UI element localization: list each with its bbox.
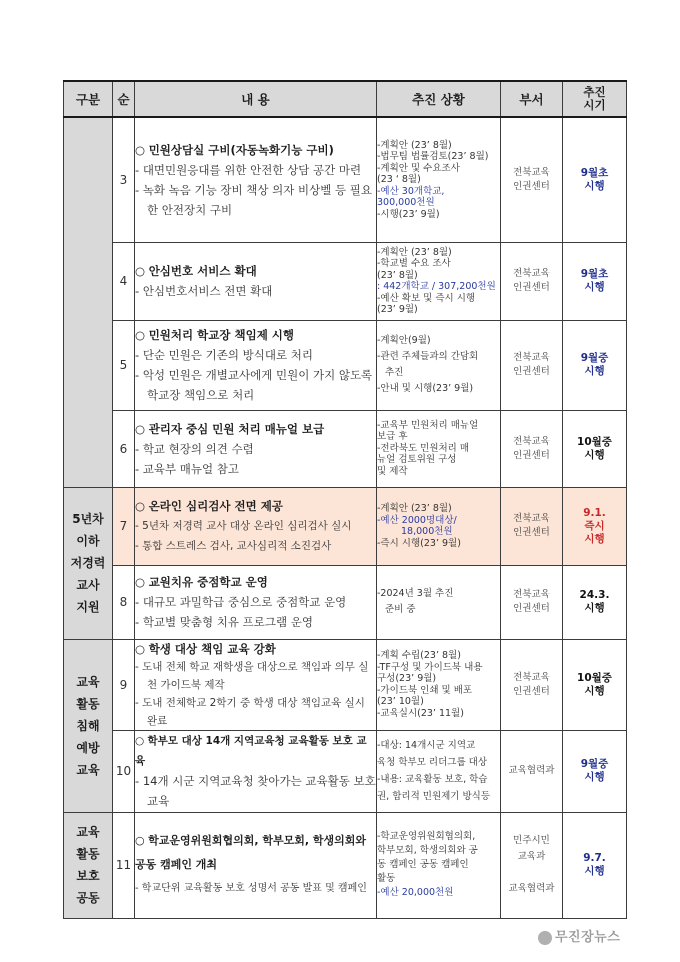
- table-row: [64, 730, 627, 812]
- status-line: -계획안 (23’ 8월): [377, 246, 452, 258]
- header-category: 구분: [64, 81, 113, 117]
- row-dept: 전북교육 인권센터: [501, 487, 563, 565]
- status-line: -대상: 14개시군 지역교: [377, 740, 476, 751]
- plan-table: [63, 80, 627, 919]
- row-sub-item: - 교육부 매뉴얼 참고: [135, 459, 376, 479]
- row-status: [377, 565, 501, 639]
- table-row: [64, 565, 627, 639]
- row-title: ○ 관리자 중심 민원 처리 매뉴얼 보급: [135, 419, 376, 439]
- category-cell: 교육 활동 보호 공동: [64, 812, 113, 918]
- row-number: 4: [113, 242, 135, 320]
- status-line: -내용: 교육활동 보호, 학습: [377, 774, 488, 785]
- status-line: -TF구성 및 가이드북 내용: [377, 661, 483, 673]
- status-line: -전라북도 민원처리 매: [377, 442, 470, 454]
- status-line: -교육부 민원처리 매뉴얼: [377, 419, 479, 431]
- row-timing: 10월중 시행: [563, 639, 627, 730]
- row-dept: 전북교육 인권센터: [501, 242, 563, 320]
- row-sub-item: - 5년차 저경력 교사 대상 온라인 심리검사 실시: [135, 516, 376, 536]
- status-line-budget: -예산 30개학교,: [377, 185, 445, 197]
- row-sub-item: - 대규모 과밀학급 중심으로 중점학교 운영: [135, 592, 376, 612]
- status-line: (23’ 8월): [377, 269, 418, 281]
- table-row: [64, 487, 627, 565]
- row-number: 3: [113, 117, 135, 242]
- status-line-budget: 300,000천원: [377, 197, 435, 208]
- row-dept: 전북교육 인권센터: [501, 117, 563, 242]
- row-sub-item: - 단순 민원은 기존의 방식대로 처리: [135, 345, 376, 365]
- status-line: 준비 중: [385, 604, 416, 615]
- header-content: 내 용: [135, 81, 377, 117]
- table-row: [64, 639, 627, 730]
- status-line-budget: -예산 20,000천원: [377, 887, 454, 898]
- row-sub-item: - 안심번호서비스 전면 확대: [135, 281, 376, 301]
- row-number: 5: [113, 320, 135, 410]
- row-status: [377, 242, 501, 320]
- status-line: 학부모회, 학생의회와 공: [377, 845, 478, 856]
- row-title: ○ 민원처리 학교장 책임제 시행: [135, 325, 376, 345]
- row-dept: 전북교육 인권센터: [501, 410, 563, 487]
- status-line: -법무팀 법률검토(23’ 8월): [377, 151, 489, 162]
- status-line-budget: 18,000천원: [401, 526, 453, 537]
- row-status: [377, 730, 501, 812]
- row-status: [377, 639, 501, 730]
- row-title: ○ 민원상담실 구비(자동녹화기능 구비): [135, 140, 376, 160]
- status-line-budget: : 442개학교 / 307,200천원: [377, 281, 496, 292]
- category-cell-continued: [64, 117, 113, 487]
- status-line: (23 ‘ 8월): [377, 174, 421, 185]
- status-line: 추진: [385, 367, 404, 378]
- status-line-budget: -예산 2000명대상/: [377, 514, 457, 526]
- row-sub-item: - 학교 현장의 의견 수렴: [135, 439, 376, 459]
- row-content: [135, 320, 377, 410]
- status-line: -관련 주체들과의 간담회: [377, 351, 479, 362]
- row-timing: 9월초 시행: [563, 117, 627, 242]
- row-sub-item: - 통합 스트레스 검사, 교사심리적 소진검사: [135, 536, 376, 556]
- status-line: -교육실시(23’ 11월): [377, 707, 464, 719]
- header-num: 순: [113, 81, 135, 117]
- row-number: 9: [113, 639, 135, 730]
- status-line: -안내 및 시행(23’ 9월): [377, 383, 474, 394]
- row-sub-item: - 도내 전체학교 2학기 중 학생 대상 책임교육 실시 완료: [135, 694, 376, 730]
- row-sub-item: - 녹화 녹음 기능 장비 책상 의자 비상벨 등 필요한 안전장치 구비: [135, 180, 376, 220]
- row-title: ○ 학생 대상 책임 교육 강화: [135, 640, 376, 658]
- row-number: 6: [113, 410, 135, 487]
- status-line: -예산 확보 및 즉시 시행: [377, 292, 476, 304]
- row-timing: 9월중 시행: [563, 730, 627, 812]
- row-title: ○ 온라인 심리검사 전면 제공: [135, 496, 376, 516]
- status-line: 권, 합리적 민원제기 방식등: [377, 791, 491, 802]
- row-timing: 9.7. 시행: [563, 812, 627, 918]
- status-line: 활동: [377, 873, 396, 884]
- row-timing: 9월중 시행: [563, 320, 627, 410]
- status-line: -2024년 3월 추진: [377, 588, 454, 599]
- status-line: (23’ 9월): [377, 304, 418, 315]
- row-timing: 10월중 시행: [563, 410, 627, 487]
- table-row: [64, 242, 627, 320]
- row-timing: 9월초 시행: [563, 242, 627, 320]
- row-sub-item: - 14개 시군 지역교육청 찾아가는 교육활동 보호 교육: [135, 771, 376, 811]
- row-status: [377, 117, 501, 242]
- row-content: [135, 487, 377, 565]
- status-line: -계획안(9월): [377, 335, 431, 346]
- row-sub-item: - 학교별 맞춤형 치유 프로그램 운영: [135, 612, 376, 632]
- status-line: (23’ 10월): [377, 696, 424, 707]
- row-number: 10: [113, 730, 135, 812]
- row-timing: 24.3. 시행: [563, 565, 627, 639]
- status-line: 보급 후: [377, 431, 408, 443]
- status-line: -학교운영위원회협의회,: [377, 831, 476, 842]
- row-sub-item: - 대면민원응대를 위한 안전한 상담 공간 마련: [135, 160, 376, 180]
- status-line: 뉴얼 검토위원 구성: [377, 454, 457, 466]
- table-row: [64, 117, 627, 242]
- watermark-logo: 무진장뉴스: [538, 926, 620, 945]
- status-line: -계획 수립(23’ 8월): [377, 650, 461, 661]
- status-line: -가이드북 인쇄 및 배포: [377, 684, 473, 696]
- status-line: 및 제작: [377, 465, 408, 477]
- row-dept: 전북교육 인권센터: [501, 565, 563, 639]
- table-row: [64, 812, 627, 918]
- status-line: -계획안 (23’ 8월): [377, 139, 452, 151]
- row-status: [377, 812, 501, 918]
- row-status: [377, 320, 501, 410]
- row-sub-item: - 도내 전체 학교 재학생을 대상으로 책임과 의무 실천 가이드북 제작: [135, 658, 376, 694]
- row-number: 11: [113, 812, 135, 918]
- row-status: [377, 410, 501, 487]
- header-dept: 부서: [501, 81, 563, 117]
- row-content: [135, 565, 377, 639]
- header-timing: 추진 시기: [563, 81, 627, 117]
- category-cell: 교육 활동 침해 예방 교육: [64, 639, 113, 812]
- status-line: -계획안 (23’ 8월): [377, 503, 452, 514]
- row-content: [135, 639, 377, 730]
- row-dept: 전북교육 인권센터: [501, 320, 563, 410]
- table-row: [64, 320, 627, 410]
- row-timing: 9.1. 즉시 시행: [563, 487, 627, 565]
- row-content: [135, 410, 377, 487]
- header-status: 추진 상황: [377, 81, 501, 117]
- status-line: -학교별 수요 조사: [377, 258, 451, 269]
- status-line: -즉시 시행(23’ 9월): [377, 537, 461, 549]
- row-sub-item: - 학교단위 교육활동 보호 성명서 공동 발표 및 캠페인: [135, 877, 376, 901]
- row-title: ○ 학교운영위원회협의회, 학부모회, 학생의회와 공동 캠페인 개최: [135, 829, 376, 877]
- row-title: ○ 안심번호 서비스 확대: [135, 261, 376, 281]
- status-line: 동 캠페인 공동 캠페인: [377, 859, 469, 870]
- row-number: 8: [113, 565, 135, 639]
- row-number: 7: [113, 487, 135, 565]
- category-cell: 5년차 이하 저경력 교사 지원: [64, 487, 113, 639]
- row-content: [135, 117, 377, 242]
- status-line: -시행(23’ 9월): [377, 208, 440, 220]
- row-dept: 민주시민 교육과 교육협력과: [501, 812, 563, 918]
- row-content: [135, 730, 377, 812]
- row-title: ○ 학부모 대상 14개 지역교육청 교육활동 보호 교육: [135, 731, 376, 771]
- row-title: ○ 교원치유 중점학교 운영: [135, 572, 376, 592]
- row-content: [135, 242, 377, 320]
- row-sub-item: - 악성 민원은 개별교사에게 민원이 가지 않도록 학교장 책임으로 처리: [135, 365, 376, 405]
- table-row: [64, 410, 627, 487]
- header-row: [64, 81, 627, 117]
- row-status: [377, 487, 501, 565]
- status-line: 육청 학부모 리더그룹 대상: [377, 757, 488, 768]
- row-dept: 전북교육 인권센터: [501, 639, 563, 730]
- status-line: 구성(23’ 9월): [377, 673, 437, 684]
- status-line: -계획안 및 수요조사: [377, 162, 460, 174]
- row-dept: 교육협력과: [501, 730, 563, 812]
- watermark-icon: [538, 931, 552, 945]
- row-content: [135, 812, 377, 918]
